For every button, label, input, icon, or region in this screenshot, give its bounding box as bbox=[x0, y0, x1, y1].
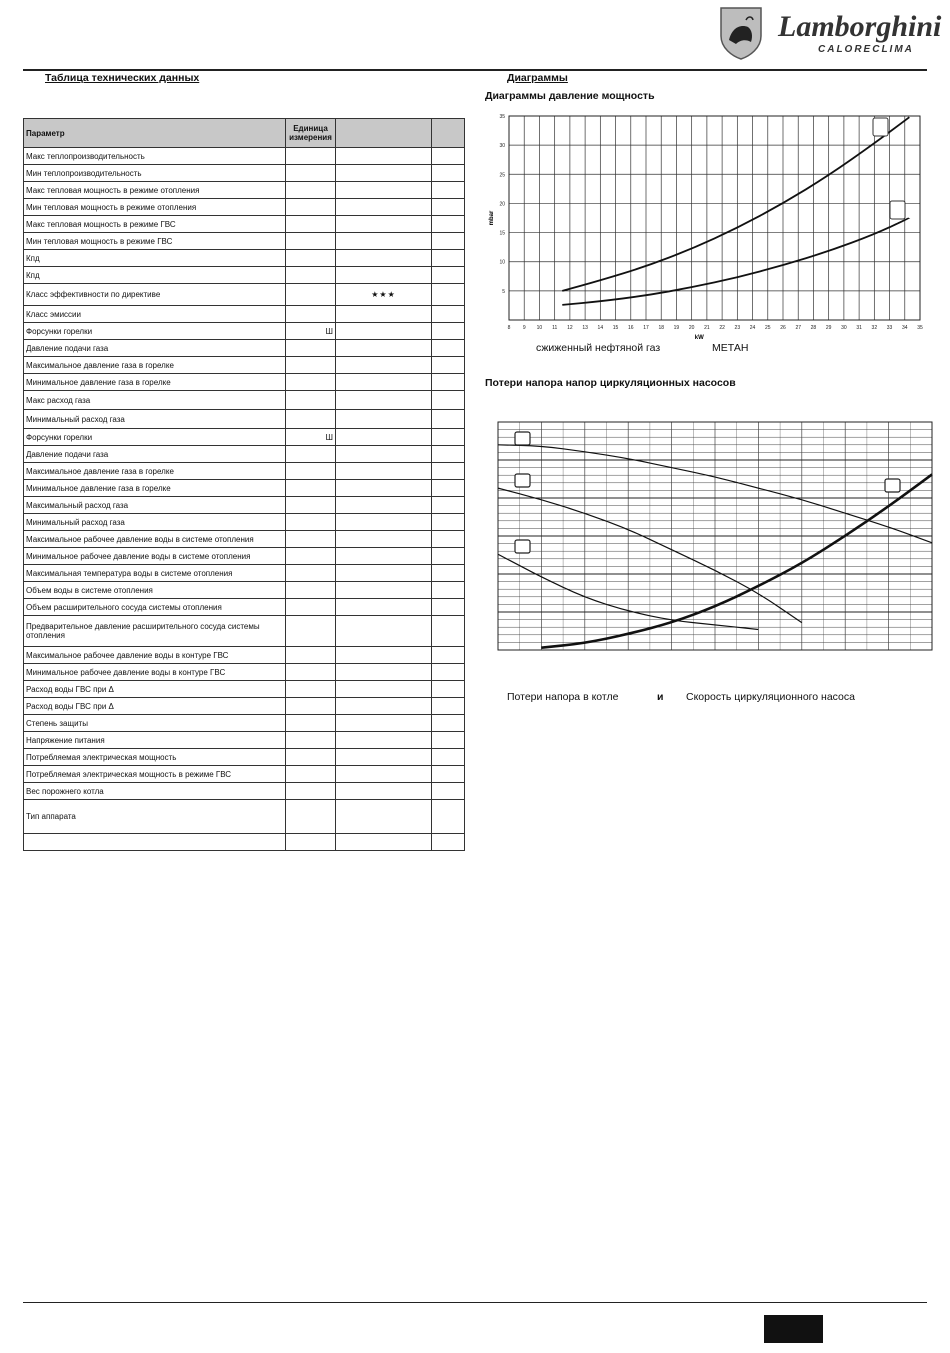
cell-value bbox=[336, 429, 432, 446]
cell-extra bbox=[432, 340, 465, 357]
cell-param: Класс эмиссии bbox=[24, 306, 286, 323]
cell-param: Тип аппарата bbox=[24, 800, 286, 834]
table-row bbox=[24, 391, 465, 410]
cell-extra bbox=[432, 233, 465, 250]
chart2-caption-and: и bbox=[657, 691, 664, 703]
cell-unit: Ш bbox=[286, 429, 336, 446]
table-row bbox=[24, 250, 465, 267]
cell-value bbox=[336, 357, 432, 374]
table-row bbox=[24, 531, 465, 548]
cell-value bbox=[336, 834, 432, 851]
y-axis-label: mbar bbox=[489, 210, 495, 226]
table-row bbox=[24, 732, 465, 749]
cell-param: Вес порожнего котла bbox=[24, 783, 286, 800]
cell-extra bbox=[432, 599, 465, 616]
table-row bbox=[24, 514, 465, 531]
cell-extra bbox=[432, 783, 465, 800]
cell-extra bbox=[432, 267, 465, 284]
cell-value bbox=[336, 199, 432, 216]
cell-unit bbox=[286, 531, 336, 548]
table-row bbox=[24, 698, 465, 715]
table-row bbox=[24, 749, 465, 766]
table-row bbox=[24, 165, 465, 182]
x-tick-label: 16 bbox=[627, 325, 634, 331]
table-row bbox=[24, 199, 465, 216]
cell-value bbox=[336, 749, 432, 766]
table-row bbox=[24, 664, 465, 681]
series-marker-box bbox=[515, 540, 530, 553]
cell-extra bbox=[432, 647, 465, 664]
x-tick-label: 17 bbox=[643, 325, 649, 331]
cell-extra bbox=[432, 182, 465, 199]
cell-param: Максимальная температура воды в системе отопления bbox=[24, 565, 286, 582]
table-row bbox=[24, 374, 465, 391]
cell-value bbox=[336, 480, 432, 497]
table-header-row bbox=[24, 119, 465, 148]
table-row bbox=[24, 216, 465, 233]
table-row bbox=[24, 284, 465, 306]
cell-value bbox=[336, 374, 432, 391]
table-row bbox=[24, 410, 465, 429]
cell-value bbox=[336, 391, 432, 410]
cell-unit bbox=[286, 340, 336, 357]
chart2-title: Потери напора напор циркуляционных насосов bbox=[485, 377, 736, 389]
cell-value bbox=[336, 514, 432, 531]
col-header-unit: Единица измерения bbox=[286, 119, 336, 148]
cell-value bbox=[336, 446, 432, 463]
cell-unit bbox=[286, 446, 336, 463]
table-row bbox=[24, 148, 465, 165]
col-header-extra bbox=[432, 119, 465, 148]
cell-param: Напряжение питания bbox=[24, 732, 286, 749]
cell-extra bbox=[432, 681, 465, 698]
cell-unit bbox=[286, 480, 336, 497]
series-marker-box bbox=[515, 474, 530, 487]
x-tick-label: 18 bbox=[658, 325, 665, 331]
cell-param: Класс эффективности по директиве bbox=[24, 284, 286, 306]
cell-param: Объем воды в системе отопления bbox=[24, 582, 286, 599]
x-tick-label: 11 bbox=[552, 325, 558, 331]
x-tick-label: 31 bbox=[856, 325, 862, 331]
cell-param: Давление подачи газа bbox=[24, 340, 286, 357]
cell-unit bbox=[286, 732, 336, 749]
series-marker-box bbox=[873, 118, 888, 136]
brand-name: Lamborghini bbox=[778, 10, 942, 43]
cell-unit bbox=[286, 497, 336, 514]
chart2-caption-pump: Скорость циркуляционного насоса bbox=[686, 691, 855, 703]
x-tick-label: 19 bbox=[673, 325, 680, 331]
brand-sub: CALORECLIMA bbox=[818, 44, 914, 55]
x-tick-label: 12 bbox=[567, 325, 573, 331]
chart1-legend-methane: МЕТАН bbox=[712, 342, 749, 354]
cell-unit bbox=[286, 548, 336, 565]
table-row bbox=[24, 565, 465, 582]
cell-extra bbox=[432, 148, 465, 165]
cell-param: Минимальное рабочее давление воды в системе отопления bbox=[24, 548, 286, 565]
cell-param: Макс расход газа bbox=[24, 391, 286, 410]
page-number-box bbox=[764, 1315, 823, 1343]
cell-extra bbox=[432, 698, 465, 715]
x-tick-label: 30 bbox=[841, 325, 847, 331]
x-tick-label: 20 bbox=[688, 325, 695, 331]
cell-param: Расход воды ГВС при Δ bbox=[24, 681, 286, 698]
cell-param: Максимальное давление газа в горелке bbox=[24, 463, 286, 480]
x-axis-label: kW bbox=[694, 335, 704, 341]
cell-param: Максимальное рабочее давление воды в контуре ГВС bbox=[24, 647, 286, 664]
table-row bbox=[24, 766, 465, 783]
table-row bbox=[24, 834, 465, 851]
cell-param: Давление подачи газа bbox=[24, 446, 286, 463]
cell-unit bbox=[286, 800, 336, 834]
cell-value bbox=[336, 463, 432, 480]
cell-extra bbox=[432, 834, 465, 851]
cell-value bbox=[336, 698, 432, 715]
cell-value bbox=[336, 616, 432, 647]
pressure-power-chart bbox=[485, 112, 925, 342]
cell-value bbox=[336, 582, 432, 599]
cell-unit bbox=[286, 783, 336, 800]
cell-extra bbox=[432, 463, 465, 480]
cell-unit bbox=[286, 647, 336, 664]
cell-extra bbox=[432, 497, 465, 514]
cell-value bbox=[336, 340, 432, 357]
table-row bbox=[24, 306, 465, 323]
cell-unit bbox=[286, 374, 336, 391]
cell-unit bbox=[286, 834, 336, 851]
cell-unit bbox=[286, 199, 336, 216]
x-tick-label: 9 bbox=[522, 325, 526, 331]
cell-value bbox=[336, 766, 432, 783]
cell-param: Мин теплопроизводительность bbox=[24, 165, 286, 182]
cell-extra bbox=[432, 565, 465, 582]
table-row bbox=[24, 446, 465, 463]
x-tick-label: 21 bbox=[704, 325, 710, 331]
cell-param: Потребляемая электрическая мощность bbox=[24, 749, 286, 766]
brand-logo bbox=[718, 6, 943, 62]
cell-param: Минимальный расход газа bbox=[24, 514, 286, 531]
cell-extra bbox=[432, 199, 465, 216]
y-tick-label: 5 bbox=[502, 288, 505, 295]
cell-extra bbox=[432, 732, 465, 749]
cell-param: Мин тепловая мощность в режиме отопления bbox=[24, 199, 286, 216]
cell-param: Минимальный расход газа bbox=[24, 410, 286, 429]
cell-extra bbox=[432, 374, 465, 391]
x-tick-label: 23 bbox=[734, 325, 741, 331]
table-row bbox=[24, 323, 465, 340]
x-tick-label: 13 bbox=[582, 325, 588, 331]
y-tick-label: 35 bbox=[499, 114, 505, 120]
table-row bbox=[24, 480, 465, 497]
cell-param: Кпд bbox=[24, 250, 286, 267]
cell-value: ★★★ bbox=[336, 284, 432, 306]
cell-param: Макс тепловая мощность в режиме отопления bbox=[24, 182, 286, 199]
col-header-param: Параметр bbox=[24, 119, 286, 148]
cell-unit bbox=[286, 565, 336, 582]
cell-extra bbox=[432, 664, 465, 681]
x-tick-label: 28 bbox=[810, 325, 817, 331]
cell-unit bbox=[286, 284, 336, 306]
table-row bbox=[24, 681, 465, 698]
cell-value bbox=[336, 233, 432, 250]
pump-head-chart bbox=[493, 417, 938, 657]
y-tick-label: 30 bbox=[499, 143, 505, 150]
table-row bbox=[24, 233, 465, 250]
cell-unit bbox=[286, 391, 336, 410]
table-row bbox=[24, 429, 465, 446]
cell-unit bbox=[286, 410, 336, 429]
series-marker-box bbox=[890, 201, 905, 219]
chart2-caption-loss: Потери напора в котле bbox=[507, 691, 619, 703]
table-row bbox=[24, 497, 465, 514]
cell-param: Минимальное рабочее давление воды в контуре ГВС bbox=[24, 664, 286, 681]
cell-param: Объем расширительного сосуда системы отопления bbox=[24, 599, 286, 616]
cell-value bbox=[336, 216, 432, 233]
chart1-legend-lpg: сжиженный нефтяной газ bbox=[536, 342, 661, 354]
cell-extra bbox=[432, 616, 465, 647]
cell-value bbox=[336, 681, 432, 698]
cell-unit bbox=[286, 582, 336, 599]
cell-extra bbox=[432, 514, 465, 531]
x-tick-label: 24 bbox=[749, 325, 756, 331]
cell-param: Макс теплопроизводительность bbox=[24, 148, 286, 165]
cell-param: Минимальное давление газа в горелке bbox=[24, 480, 286, 497]
x-tick-label: 32 bbox=[871, 325, 878, 331]
x-tick-label: 35 bbox=[917, 325, 923, 331]
cell-param: Предварительное давление расширительного сосуда системы отопления bbox=[24, 616, 286, 647]
cell-value bbox=[336, 497, 432, 514]
cell-param: Максимальный расход газа bbox=[24, 497, 286, 514]
cell-unit bbox=[286, 514, 336, 531]
col-header-value bbox=[336, 119, 432, 148]
cell-extra bbox=[432, 216, 465, 233]
cell-param: Мин тепловая мощность в режиме ГВС bbox=[24, 233, 286, 250]
cell-value bbox=[336, 732, 432, 749]
cell-param: Степень защиты bbox=[24, 715, 286, 732]
cell-unit bbox=[286, 599, 336, 616]
cell-extra bbox=[432, 548, 465, 565]
table-row bbox=[24, 783, 465, 800]
header-rule bbox=[23, 69, 927, 71]
cell-value bbox=[336, 800, 432, 834]
cell-unit bbox=[286, 357, 336, 374]
cell-value bbox=[336, 664, 432, 681]
table-row bbox=[24, 267, 465, 284]
cell-extra bbox=[432, 306, 465, 323]
cell-value bbox=[336, 148, 432, 165]
table-row bbox=[24, 582, 465, 599]
cell-param: Форсунки горелки bbox=[24, 429, 286, 446]
cell-extra bbox=[432, 766, 465, 783]
table-row bbox=[24, 616, 465, 647]
y-tick-label: 25 bbox=[499, 172, 505, 179]
table-row bbox=[24, 340, 465, 357]
section-title-diagrams: Диаграммы bbox=[507, 72, 568, 84]
cell-param: Потребляемая электрическая мощность в режиме ГВС bbox=[24, 766, 286, 783]
cell-unit: Ш bbox=[286, 323, 336, 340]
series-marker-box bbox=[515, 432, 530, 445]
cell-value bbox=[336, 531, 432, 548]
cell-extra bbox=[432, 391, 465, 410]
table-row bbox=[24, 463, 465, 480]
cell-extra bbox=[432, 357, 465, 374]
table-row bbox=[24, 548, 465, 565]
cell-param: Максимальное рабочее давление воды в системе отопления bbox=[24, 531, 286, 548]
cell-unit bbox=[286, 182, 336, 199]
cell-unit bbox=[286, 233, 336, 250]
y-tick-label: 15 bbox=[499, 230, 505, 237]
y-tick-label: 20 bbox=[499, 201, 505, 208]
cell-unit bbox=[286, 216, 336, 233]
cell-unit bbox=[286, 267, 336, 284]
cell-extra bbox=[432, 749, 465, 766]
cell-extra bbox=[432, 429, 465, 446]
cell-unit bbox=[286, 165, 336, 182]
x-tick-label: 29 bbox=[825, 325, 832, 331]
x-tick-label: 33 bbox=[886, 325, 893, 331]
cell-unit bbox=[286, 698, 336, 715]
cell-value bbox=[336, 783, 432, 800]
cell-value bbox=[336, 250, 432, 267]
cell-value bbox=[336, 306, 432, 323]
section-title-specs: Таблица технических данных bbox=[45, 72, 200, 84]
shield-icon bbox=[718, 6, 764, 60]
table-row bbox=[24, 647, 465, 664]
cell-unit bbox=[286, 749, 336, 766]
series-line-1 bbox=[562, 117, 909, 291]
cell-value bbox=[336, 323, 432, 340]
cell-value bbox=[336, 410, 432, 429]
cell-extra bbox=[432, 446, 465, 463]
cell-extra bbox=[432, 582, 465, 599]
x-tick-label: 8 bbox=[507, 325, 511, 331]
cell-unit bbox=[286, 306, 336, 323]
cell-param bbox=[24, 834, 286, 851]
cell-unit bbox=[286, 616, 336, 647]
cell-extra bbox=[432, 250, 465, 267]
cell-value bbox=[336, 182, 432, 199]
cell-unit bbox=[286, 250, 336, 267]
cell-param: Макс тепловая мощность в режиме ГВС bbox=[24, 216, 286, 233]
cell-value bbox=[336, 267, 432, 284]
cell-extra bbox=[432, 284, 465, 306]
footer-rule bbox=[23, 1302, 927, 1303]
x-tick-label: 34 bbox=[901, 325, 908, 331]
cell-unit bbox=[286, 463, 336, 480]
cell-unit bbox=[286, 664, 336, 681]
series-marker-box bbox=[885, 479, 900, 492]
cell-value bbox=[336, 565, 432, 582]
cell-extra bbox=[432, 715, 465, 732]
x-tick-label: 26 bbox=[780, 325, 786, 331]
cell-value bbox=[336, 647, 432, 664]
x-tick-label: 10 bbox=[536, 325, 543, 331]
cell-value bbox=[336, 548, 432, 565]
cell-unit bbox=[286, 766, 336, 783]
cell-extra bbox=[432, 531, 465, 548]
cell-unit bbox=[286, 715, 336, 732]
cell-value bbox=[336, 715, 432, 732]
cell-extra bbox=[432, 800, 465, 834]
x-tick-label: 27 bbox=[795, 325, 802, 331]
x-tick-label: 25 bbox=[764, 325, 771, 331]
cell-extra bbox=[432, 323, 465, 340]
table-row bbox=[24, 182, 465, 199]
cell-param: Форсунки горелки bbox=[24, 323, 286, 340]
cell-value bbox=[336, 165, 432, 182]
x-tick-label: 14 bbox=[597, 325, 604, 331]
table-row bbox=[24, 357, 465, 374]
cell-extra bbox=[432, 410, 465, 429]
chart1-title: Диаграммы давление мощность bbox=[485, 90, 655, 102]
cell-param: Минимальное давление газа в горелке bbox=[24, 374, 286, 391]
cell-unit bbox=[286, 681, 336, 698]
table-row bbox=[24, 715, 465, 732]
cell-extra bbox=[432, 480, 465, 497]
cell-extra bbox=[432, 165, 465, 182]
x-tick-label: 15 bbox=[612, 325, 619, 331]
table-row bbox=[24, 800, 465, 834]
table-row bbox=[24, 599, 465, 616]
spec-table bbox=[23, 118, 465, 851]
cell-value bbox=[336, 599, 432, 616]
y-tick-label: 10 bbox=[499, 259, 505, 266]
x-tick-label: 22 bbox=[719, 325, 725, 331]
cell-param: Расход воды ГВС при Δ bbox=[24, 698, 286, 715]
cell-param: Максимальное давление газа в горелке bbox=[24, 357, 286, 374]
cell-unit bbox=[286, 148, 336, 165]
cell-param: Кпд bbox=[24, 267, 286, 284]
